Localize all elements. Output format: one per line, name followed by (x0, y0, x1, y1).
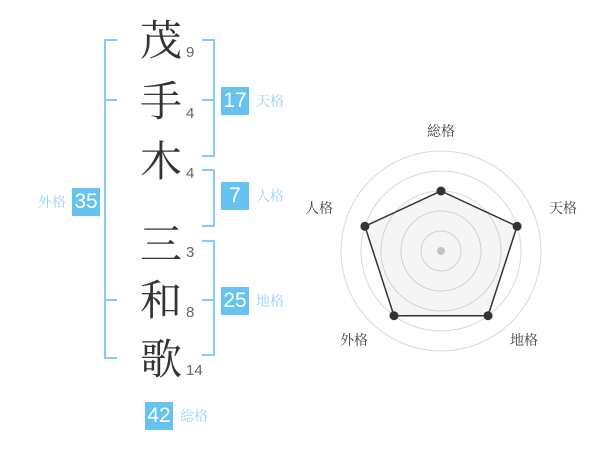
radar-chart (290, 115, 590, 370)
radar-axis-label: 外格 (340, 332, 368, 348)
soukaku-badge: 42 (145, 402, 173, 430)
bracket-tick (202, 354, 215, 356)
chikaku-label: 地格 (256, 293, 284, 309)
bracket-tick (202, 225, 215, 227)
stroke-count: 4 (186, 165, 195, 182)
radar-axis-label: 総格 (427, 123, 455, 139)
name-character: 手 (139, 78, 182, 125)
bracket-tick (202, 299, 215, 301)
stroke-count: 8 (186, 304, 195, 321)
radar-axis-label: 天格 (549, 200, 577, 216)
bracket-tick (202, 39, 215, 41)
bracket-tick (104, 357, 117, 359)
gaikaku-badge: 35 (72, 188, 100, 216)
stroke-count: 3 (186, 244, 195, 261)
stroke-count: 4 (186, 105, 195, 122)
bracket-tick (202, 99, 215, 101)
jinkaku-label: 人格 (256, 188, 284, 204)
radar-axis-label: 人格 (305, 200, 333, 216)
bracket-tick (202, 155, 215, 157)
radar-chart-section (290, 115, 590, 370)
bracket-tick (202, 240, 215, 242)
bracket-line (213, 240, 215, 356)
radar-axis-label: 地格 (510, 332, 538, 348)
jinkaku-badge: 7 (221, 182, 249, 210)
name-character: 茂 (139, 17, 182, 64)
tenkaku-label: 天格 (256, 93, 284, 109)
bracket-gaikaku (104, 39, 117, 359)
gaikaku-label: 外格 (38, 194, 66, 210)
bracket-line (213, 39, 215, 157)
name-character: 木 (139, 138, 182, 185)
bracket-line (104, 39, 106, 359)
chikaku-badge: 25 (221, 287, 249, 315)
name-character: 歌 (139, 336, 182, 383)
bracket-line (213, 169, 215, 227)
stroke-count: 9 (186, 44, 195, 61)
name-character: 和 (139, 277, 182, 324)
tenkaku-badge: 17 (221, 87, 249, 115)
name-character: 三 (139, 221, 182, 268)
soukaku-label: 総格 (180, 408, 208, 424)
stroke-count: 14 (186, 362, 203, 379)
bracket-tick (104, 99, 117, 101)
bracket-tick (104, 299, 117, 301)
bracket-tick (104, 39, 117, 41)
